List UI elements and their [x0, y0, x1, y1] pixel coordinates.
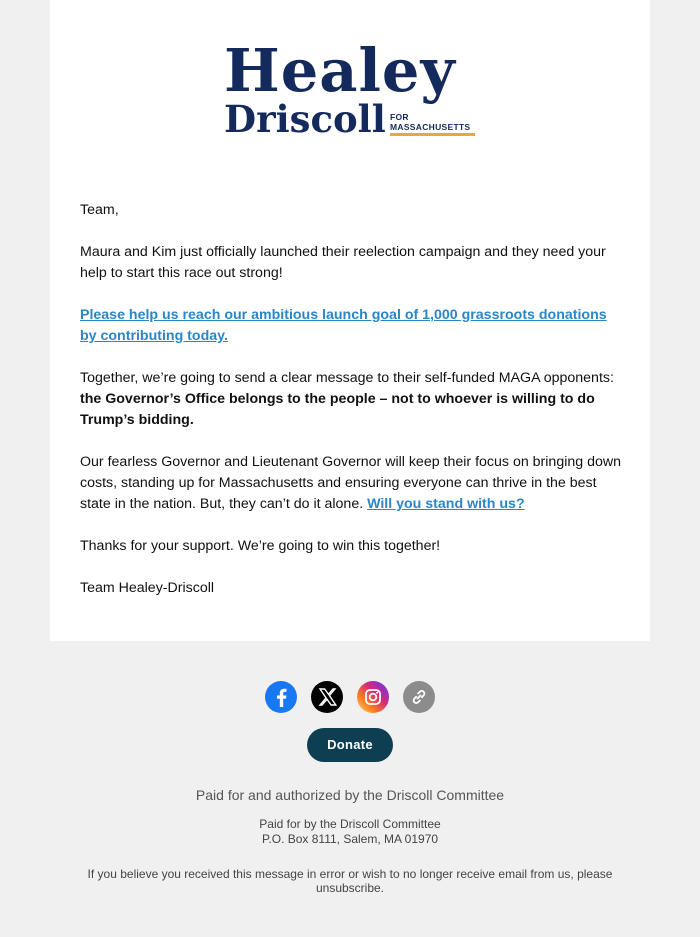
paragraph-governor — [80, 452, 625, 515]
greeting: Team, — [80, 202, 119, 218]
committee-address — [0, 817, 700, 847]
signoff: Team Healey-Driscoll — [80, 580, 215, 596]
logo-massachusetts-text: MASSACHUSETTS — [390, 122, 471, 132]
email-body — [80, 200, 625, 620]
donate-button[interactable]: Donate — [307, 728, 393, 762]
x-icon[interactable] — [311, 681, 343, 713]
unsubscribe-notice[interactable]: If you believe you received this message in error or wish to no longer receive email from us, please unsubscribe. — [87, 867, 613, 895]
link-icon[interactable] — [403, 681, 435, 713]
paragraph-launch: Maura and Kim just officially launched their reelection campaign and they need your help to start this race out strong! — [80, 244, 606, 281]
logo-healey-text: Healey — [224, 36, 456, 105]
healey-driscoll-logo — [224, 36, 484, 141]
instagram-icon[interactable] — [357, 681, 389, 713]
logo-for-text: FOR — [390, 112, 409, 122]
facebook-icon[interactable] — [265, 681, 297, 713]
message-text: Together, we’re going to send a clear message to their self-funded MAGA opponents: — [80, 370, 614, 386]
paid-for-notice: Paid for and authorized by the Driscoll Committee — [195, 787, 505, 803]
donation-goal-link[interactable]: Please help us reach our ambitious launch goal of 1,000 grassroots donations by contributing today. — [80, 307, 607, 344]
paragraph-message — [80, 368, 625, 431]
committee-name: Paid for by the Driscoll Committee — [259, 817, 441, 831]
committee-po-box: P.O. Box 8111, Salem, MA 01970 — [261, 832, 439, 846]
social-links — [0, 681, 700, 713]
logo-underline — [390, 133, 475, 136]
stand-with-us-link[interactable]: Will you stand with us? — [367, 496, 525, 512]
message-bold-text: the Governor’s Office belongs to the people – not to whoever is willing to do Trump’s bidding. — [80, 391, 595, 428]
governor-text: Our fearless Governor and Lieutenant Governor will keep their focus on bringing down costs, standing up for Massachusetts and ensuring everyone can thrive in the best state in the nation. But, they can’t do it alone. — [80, 454, 622, 512]
logo-driscoll-text: Driscoll — [224, 97, 386, 141]
paragraph-thanks: Thanks for your support. We’re going to win this together! — [80, 538, 441, 554]
paragraph-goal — [80, 305, 625, 347]
